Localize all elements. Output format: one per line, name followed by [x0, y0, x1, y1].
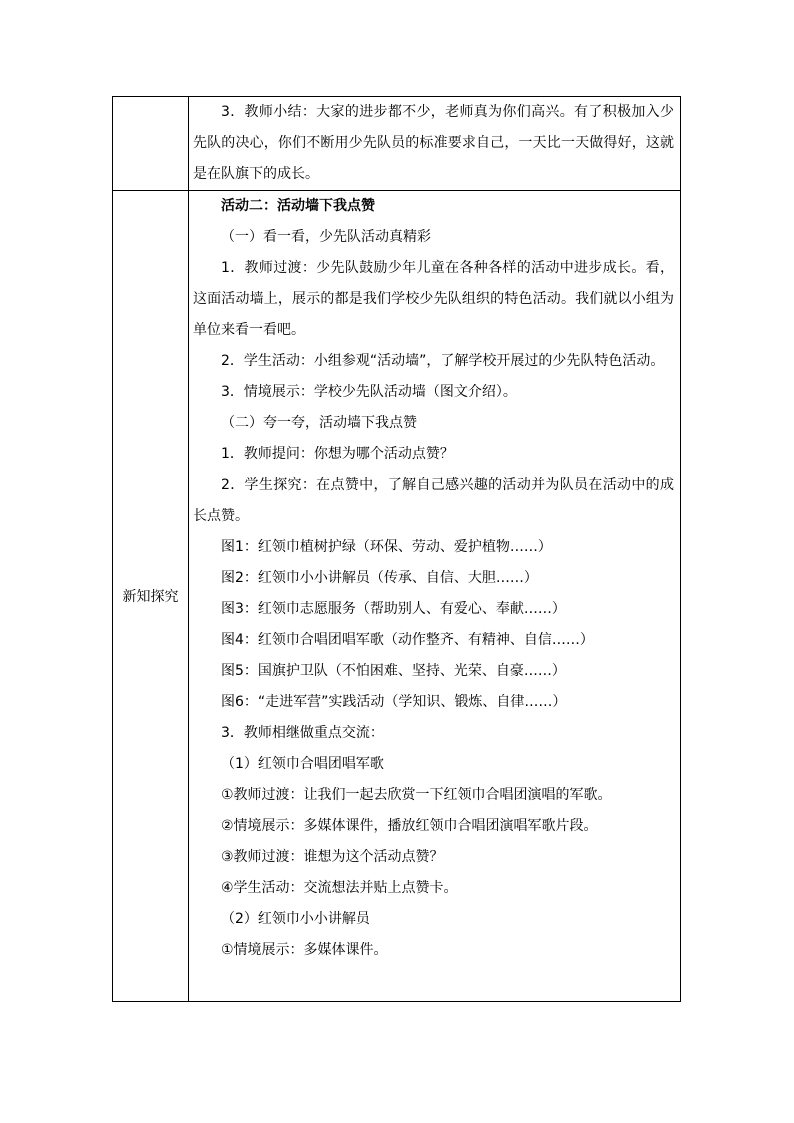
- figure-item: 图6：“走进军营”实践活动（学知识、锻炼、自律……）: [221, 694, 567, 710]
- row-label-cell: 新知探究: [113, 191, 189, 1002]
- step-item: ③教师过渡：谁想为这个活动点赞？: [221, 849, 444, 865]
- paragraph: 2．学生活动：小组参观“活动墙”，了解学校开展过的少先队特色活动。: [221, 353, 665, 369]
- paragraph: 1．教师提问：你想为哪个活动点赞？: [221, 446, 454, 462]
- paragraph: 3．情境展示：学校少先队活动墙（图文介绍）。: [221, 384, 517, 400]
- figure-item: 图2：红领巾小小讲解员（传承、自信、大胆……）: [221, 570, 538, 586]
- table-row: [113, 97, 681, 191]
- table-row: [113, 191, 681, 1002]
- step-item: ④学生活动：交流想法并贴上点赞卡。: [221, 880, 458, 896]
- subsection-heading: （一）看一看，少先队活动真精彩: [221, 229, 431, 245]
- row-label-cell: [113, 97, 189, 191]
- lesson-plan-table: [112, 96, 681, 1002]
- paragraph: 2．学生探究：在点赞中，了解自己感兴趣的活动并为队员在活动中的成长点赞。: [193, 477, 674, 524]
- paragraph: 3．教师相继做重点交流：: [221, 725, 384, 741]
- figure-item: 图4：红领巾合唱团唱军歌（动作整齐、有精神、自信……）: [221, 632, 594, 648]
- row-content-cell: [189, 191, 681, 1002]
- figure-item: 图1：红领巾植树护绿（环保、劳动、爱护植物……）: [221, 539, 552, 555]
- step-item: ①教师过渡：让我们一起去欣赏一下红领巾合唱团演唱的军歌。: [221, 787, 612, 803]
- paragraph: 1．教师过渡：少先队鼓励少年儿童在各种各样的活动中进步成长。看，这面活动墙上，展示的都是我们学校少先队组织的特色活动。我们就以小组为单位来看一看吧。: [193, 260, 674, 338]
- subsection-heading: （2）红领巾小小讲解员: [221, 911, 370, 927]
- paragraph: 3．教师小结：大家的进步都不少，老师真为你们高兴。有了积极加入少先队的决心，你们不断用少先队员的标准要求自己，一天比一天做得好，这就是在队旗下的成长。: [193, 104, 674, 182]
- subsection-heading: （二）夸一夸，活动墙下我点赞: [221, 415, 417, 431]
- figure-item: 图3：红领巾志愿服务（帮助别人、有爱心、奉献……）: [221, 601, 566, 617]
- section-heading: 活动二：活动墙下我点赞: [221, 198, 375, 214]
- subsection-heading: （1）红领巾合唱团唱军歌: [221, 756, 384, 772]
- step-item: ①情境展示：多媒体课件。: [221, 942, 388, 958]
- row-content-cell: [189, 97, 681, 191]
- figure-item: 图5：国旗护卫队（不怕困难、坚持、光荣、自豪……）: [221, 663, 566, 679]
- step-item: ②情境展示：多媒体课件，播放红领巾合唱团演唱军歌片段。: [221, 818, 598, 834]
